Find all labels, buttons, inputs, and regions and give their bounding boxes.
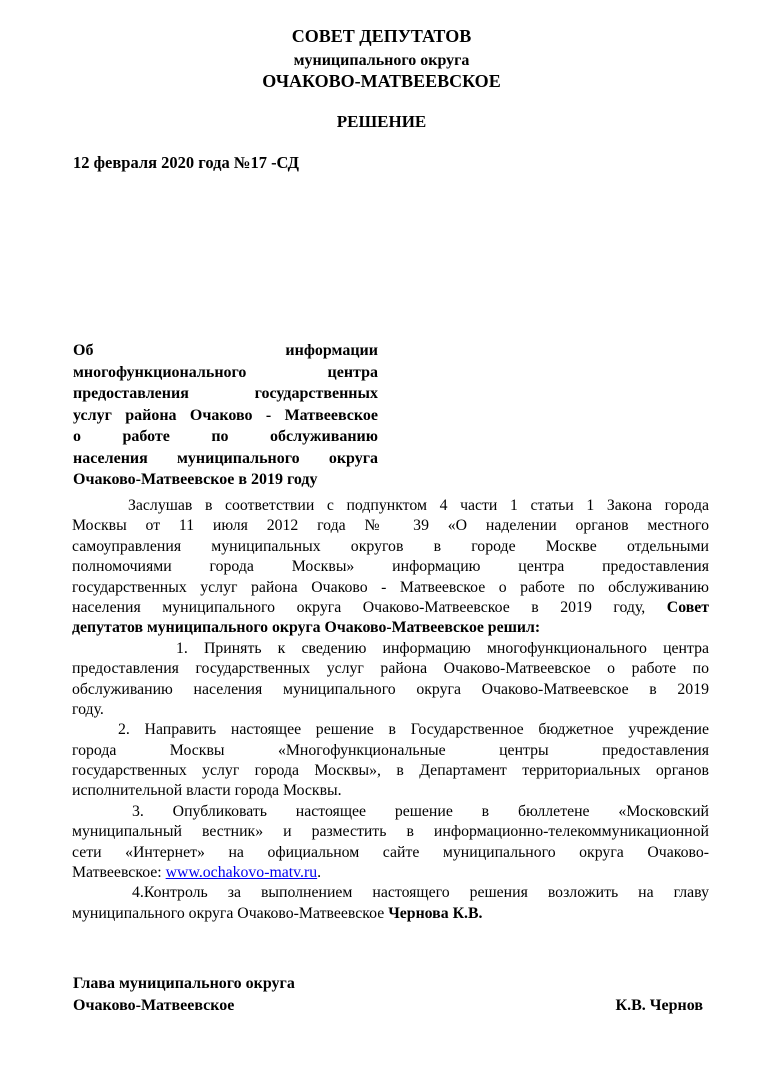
decision-date-number: 12 февраля 2020 года №17 -СД	[73, 153, 300, 172]
subject-line: предоставления государственных	[73, 385, 378, 402]
subject-line: Об информации	[73, 342, 378, 359]
item-4-bold-name: Чернова К.В.	[388, 904, 483, 922]
preamble-resolution-line: депутатов муниципального округа Очаково-Матвеевское решил:	[72, 619, 541, 637]
signature-title-line-2	[73, 997, 707, 1015]
decision-subject	[73, 340, 378, 491]
item-3-prefix: Матвеевское:	[72, 864, 166, 882]
item-4-prefix: муниципального округа Очаково-Матвеевское	[72, 904, 389, 922]
item-2-line: исполнительной власти города Москвы.	[72, 782, 342, 800]
preamble-line	[72, 598, 709, 618]
district-name: ОЧАКОВО-МАТВЕЕВСКОЕ	[262, 71, 501, 91]
item-4-line: 4.Контроль за выполнением настоящего решения возложить на главу	[132, 884, 709, 902]
item-3-line	[72, 863, 709, 883]
preamble-line: полномочиями города Москвы» информацию центра предоставления	[72, 558, 709, 576]
subject-line: о работе по обслуживанию	[73, 428, 378, 445]
preamble-line: Заслушав в соответствии с подпунктом 4 части 1 статьи 1 Закона города	[128, 497, 709, 514]
document-type: РЕШЕНИЕ	[336, 112, 427, 131]
subject-line: многофункционального центра	[73, 363, 378, 381]
item-2-line: города Москвы «Многофункциональные центры предоставления	[72, 741, 709, 759]
item-1-line: предоставления государственных услуг района Очаково-Матвеевское о работе по	[72, 660, 709, 678]
item-2-line: государственных услуг города Москвы», в Департамент территориальных органов	[72, 762, 709, 780]
subject-line: населения муниципального округа	[73, 449, 378, 467]
item-3-line: 3. Опубликовать настоящее решение в бюллетене «Московский	[132, 802, 709, 820]
signature-district: Очаково-Матвеевское	[73, 997, 235, 1014]
preamble-bold: Совет	[666, 598, 709, 616]
preamble-line: Москвы от 11 июля 2012 года № 39 «О наделении органов местного	[72, 517, 709, 535]
item-3-suffix: .	[317, 864, 322, 882]
item-3-line: муниципальный вестник» и разместить в информационно-телекоммуникационной	[72, 823, 709, 841]
preamble-line: государственных услуг района Очаково - Матвеевское о работе по обслуживанию	[72, 578, 709, 596]
item-1-line: 1. Принять к сведению информацию многофункционального центра	[176, 639, 709, 657]
signatory-name: К.В. Чернов	[615, 997, 703, 1014]
item-4-line	[72, 904, 709, 924]
item-1-line: году.	[72, 700, 104, 718]
subject-line: Очаково-Матвеевское в 2019 году	[73, 471, 318, 488]
item-3-line: сети «Интернет» на официальном сайте муниципального округа Очаково-	[72, 843, 709, 861]
preamble-text: населения муниципального округа Очаково-Матвеевское в 2019 году,	[72, 598, 646, 616]
signature-title-line-1: Глава муниципального округа	[73, 975, 295, 992]
council-title: СОВЕТ ДЕПУТАТОВ	[291, 26, 472, 46]
website-link[interactable]: www.ochakovo-matv.ru	[165, 864, 318, 882]
decision-body	[72, 496, 709, 924]
item-2-line: 2. Направить настоящее решение в Государственное бюджетное учреждение	[118, 721, 709, 739]
preamble-line: самоуправления муниципальных округов в городе Москве отдельными	[72, 537, 709, 555]
subject-line: услуг района Очаково - Матвеевское	[73, 406, 378, 424]
item-1-line: обслуживанию населения муниципального округа Очаково-Матвеевское в 2019	[72, 680, 709, 698]
district-type: муниципального округа	[293, 52, 470, 69]
